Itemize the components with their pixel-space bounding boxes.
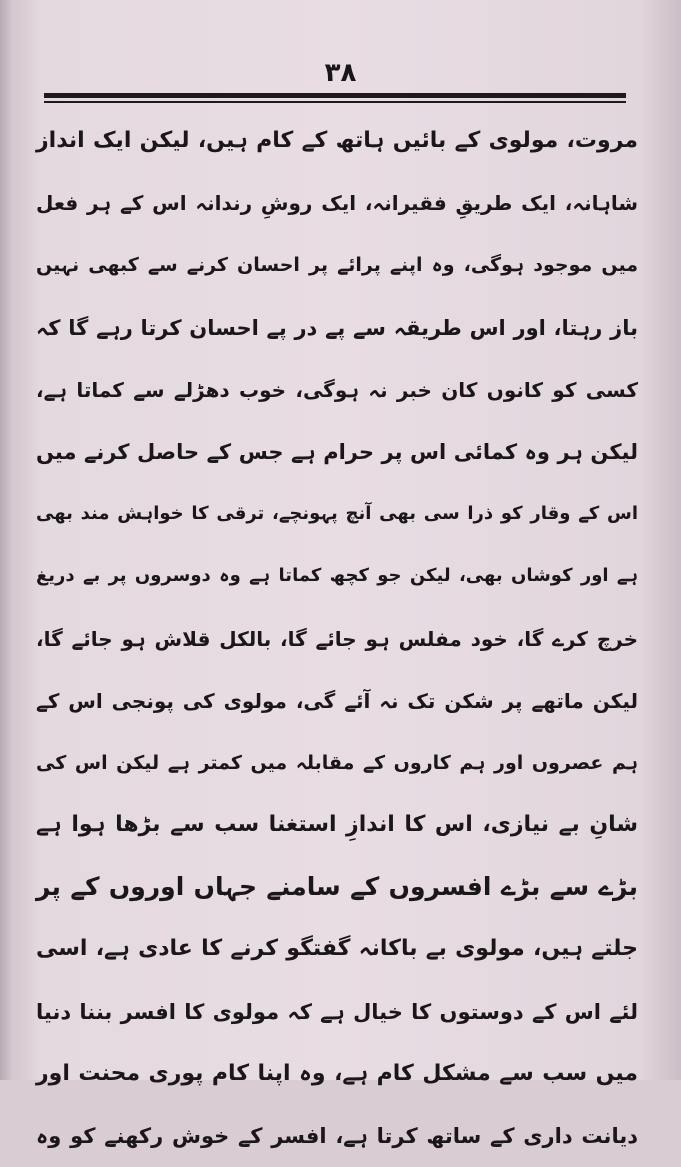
page-number: ۳۸	[324, 58, 357, 88]
text-line: ہے اور کوشاں بھی، لیکن جو کچھ کماتا ہے وہ دوسروں پر بے دریغ	[36, 565, 638, 587]
page-spine-shadow	[0, 0, 14, 1080]
text-line: باز رہتا، اور اس طریقہ سے پے در پے احسان کرتا رہے گا کہ	[36, 315, 638, 340]
text-line: خرچ کرے گا، خود مفلس ہو جائے گا، بالکل قلاش ہو جائے گا،	[36, 626, 638, 651]
text-line: میں سب سے مشکل کام ہے، وہ اپنا کام پوری محنت اور	[36, 1060, 638, 1086]
header-rule-thick	[44, 93, 626, 98]
text-line: اس کے وقار کو ذرا سی بھی آنچ پہونچے، ترقی کا خواہش مند بھی	[36, 503, 638, 525]
text-line: کسی کو کانوں کان خبر نہ ہوگی، خوب دھڑلے سے کماتا ہے،	[36, 377, 638, 402]
text-line: جلتے ہیں، مولوی بے باکانہ گفتگو کرنے کا عادی ہے، اسی	[36, 936, 638, 962]
text-line: شاہانہ، ایک طریقِ فقیرانہ، ایک روشِ رندانہ اس کے ہر فعل	[36, 191, 638, 216]
text-line: مروت، مولوی کے بائیں ہاتھ کے کام ہیں، لیکن ایک انداز	[36, 128, 638, 153]
text-line: لیکن ہر وہ کمائی اس پر حرام ہے جس کے حاصل کرنے میں	[36, 439, 638, 464]
text-line: بڑے سے بڑے افسروں کے سامنے جہاں اوروں کے پر	[36, 872, 638, 902]
text-line: لیکن ماتھے پر شکن تک نہ آئے گی، مولوی کی پونجی اس کے	[36, 688, 638, 713]
text-line: لئے اس کے دوستوں کا خیال ہے کہ مولوی کا افسر بننا دنیا	[36, 999, 638, 1024]
text-line: ہم عصروں اور ہم کاروں کے مقابلہ میں کمتر ہے لیکن اس کی	[36, 751, 638, 774]
text-line: میں موجود ہوگی، وہ اپنے پرائے پر احسان کرنے سے کبھی نہیں	[36, 254, 638, 277]
page-text-body	[36, 110, 638, 1167]
text-line: شانِ بے نیازی، اس کا اندازِ استغنا سب سے بڑھا ہوا ہے	[36, 812, 638, 838]
header-rule-thin	[44, 101, 626, 103]
text-line: دیانت داری کے ساتھ کرتا ہے، افسر کے خوش رکھنے کو وہ	[36, 1124, 638, 1148]
